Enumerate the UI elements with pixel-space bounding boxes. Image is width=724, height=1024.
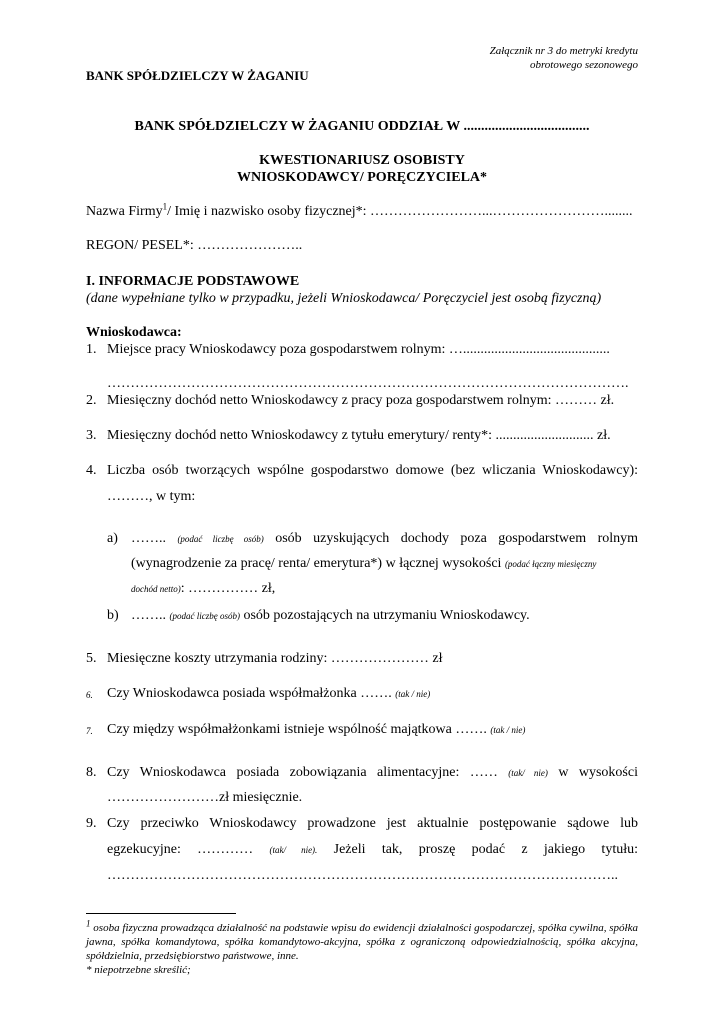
regon-pesel-field: REGON/ PESEL*: ………………….. — [86, 238, 303, 253]
q6-hint: (tak / nie) — [395, 689, 431, 699]
q8-number: 8. — [86, 765, 97, 780]
q4a-letter: a) — [107, 531, 118, 546]
firm-label-a: Nazwa Firmy — [86, 204, 163, 219]
annex-note — [378, 44, 638, 72]
footnote-separator — [86, 913, 236, 914]
footnote-1 — [86, 918, 638, 963]
q9-line-3: ……………………………………………………………………………………………….. — [107, 868, 618, 883]
q9-text: Czy przeciwko Wnioskodawcy prowadzone jest aktualnie postępowanie sądowe lub — [107, 816, 638, 831]
q4a-dots: …….. — [131, 531, 166, 546]
q4a-line-2 — [131, 556, 596, 572]
q9-cont-b: Jeżeli tak, proszę podać z jakiego tytułu: — [333, 842, 638, 857]
q4a-text-2: (wynagrodzenie za pracę/ renta/ emerytura*) w łącznej wysokości — [131, 556, 502, 571]
q4a-text-3: : …………… zł, — [180, 581, 276, 596]
q1-continuation: …………………………………………………………………………………………………. — [107, 376, 629, 391]
title-line-2: WNIOSKODAWCY/ PORĘCZYCIELA* — [236, 170, 488, 185]
q4b-dots: …….. — [131, 608, 166, 623]
q4b-letter: b) — [107, 608, 119, 623]
q4a-text-1: osób uzyskujących dochody poza gospodarstwem rolnym — [275, 531, 639, 546]
footnote-marker: 1 — [86, 918, 91, 929]
annex-line-1: Załącznik nr 3 do metryki kredytu — [489, 45, 638, 57]
q8-continuation: ……………………zł miesięcznie. — [107, 790, 303, 805]
branch-line: BANK SPÓŁDZIELCZY W ŻAGANIU ODDZIAŁ W .................................... — [134, 119, 590, 134]
q6-text: Czy Wnioskodawca posiada współmałżonka ……. — [107, 686, 392, 701]
q8-text-1: Czy Wnioskodawca posiada zobowiązania alimentacyjne: …… — [107, 765, 498, 780]
firm-name-field — [86, 201, 633, 220]
footnote — [86, 918, 638, 977]
q9-hint: (tak/ nie). — [269, 845, 318, 855]
footnote-text: osoba fizyczna prowadząca działalność na podstawie wpisu do ewidencji działalności gospodarczej, spółka cywilna, spółka jawna, spółka komandytowa, spółka komandytowo-akcyjna, spółka z ograniczoną odpowiedzialnością, spółka akcyjna, spółdzielnia, przedsiębiorstwo państwowe, inne. — [86, 922, 638, 962]
document-title — [0, 152, 724, 186]
q5-number: 5. — [86, 651, 97, 666]
q8-line — [107, 765, 638, 781]
section-heading: I. INFORMACJE PODSTAWOWE — [86, 274, 300, 289]
q7-line — [107, 722, 525, 738]
q4a-line-1 — [131, 531, 638, 547]
firm-label-b: / Imię i nazwisko osoby fizycznej*: ……………………...……………………........ — [167, 204, 633, 219]
q5-text: Miesięczne koszty utrzymania rodziny: ………………… zł — [107, 651, 443, 666]
q8-text-2: w wysokości — [558, 765, 638, 780]
q9-line-2 — [107, 842, 638, 858]
applicant-label: Wnioskodawca: — [86, 325, 182, 340]
q6-line — [107, 686, 430, 702]
section-subheading: (dane wypełniane tylko w przypadku, jeżeli Wnioskodawca/ Poręczyciel jest osobą fizyczną) — [86, 291, 602, 306]
q7-text: Czy między współmałżonkami istnieje wspólność majątkowa ……. — [107, 722, 487, 737]
footnote-ref-1: 1 — [162, 201, 168, 212]
bank-name: BANK SPÓŁDZIELCZY W ŻAGANIU — [86, 68, 309, 83]
q1-number: 1. — [86, 342, 97, 357]
annex-line-2: obrotowego sezonowego — [529, 59, 638, 71]
q8-hint: (tak/ nie) — [508, 768, 548, 778]
q4a-hint: (podać liczbę osób) — [177, 534, 264, 544]
q4a-hint-2a: (podać łączny miesięczny — [504, 559, 597, 569]
q4b-line — [131, 608, 530, 624]
q6-number: 6. — [86, 690, 93, 700]
title-line-1: KWESTIONARIUSZ OSOBISTY — [259, 153, 465, 168]
q4b-hint: (podać liczbę osób) — [169, 611, 240, 621]
q2-text: Miesięczny dochód netto Wnioskodawcy z pracy poza gospodarstwem rolnym: ……… zł. — [107, 393, 615, 408]
q3-number: 3. — [86, 428, 97, 443]
q4a-line-3 — [131, 581, 275, 597]
q4-continuation: ………, w tym: — [107, 489, 196, 504]
q4a-hint-2b: dochód netto) — [131, 584, 181, 594]
q4-number: 4. — [86, 463, 97, 478]
q1-text: Miejsce pracy Wnioskodawcy poza gospodarstwem rolnym: ….......................................... — [107, 342, 610, 357]
q4b-text: osób pozostających na utrzymaniu Wnioskodawcy. — [243, 608, 530, 623]
q2-number: 2. — [86, 393, 97, 408]
footnote-star: * niepotrzebne skreślić; — [86, 964, 191, 976]
q4-text: Liczba osób tworzących wspólne gospodarstwo domowe (bez wliczania Wnioskodawcy): — [107, 463, 638, 478]
q3-text: Miesięczny dochód netto Wnioskodawcy z tytułu emerytury/ renty*: ............................ zł. — [107, 428, 611, 443]
q7-hint: (tak / nie) — [490, 725, 526, 735]
q7-number: 7. — [86, 726, 93, 736]
q9-number: 9. — [86, 816, 97, 831]
q9-cont-a: egzekucyjne: ………… — [107, 842, 254, 857]
